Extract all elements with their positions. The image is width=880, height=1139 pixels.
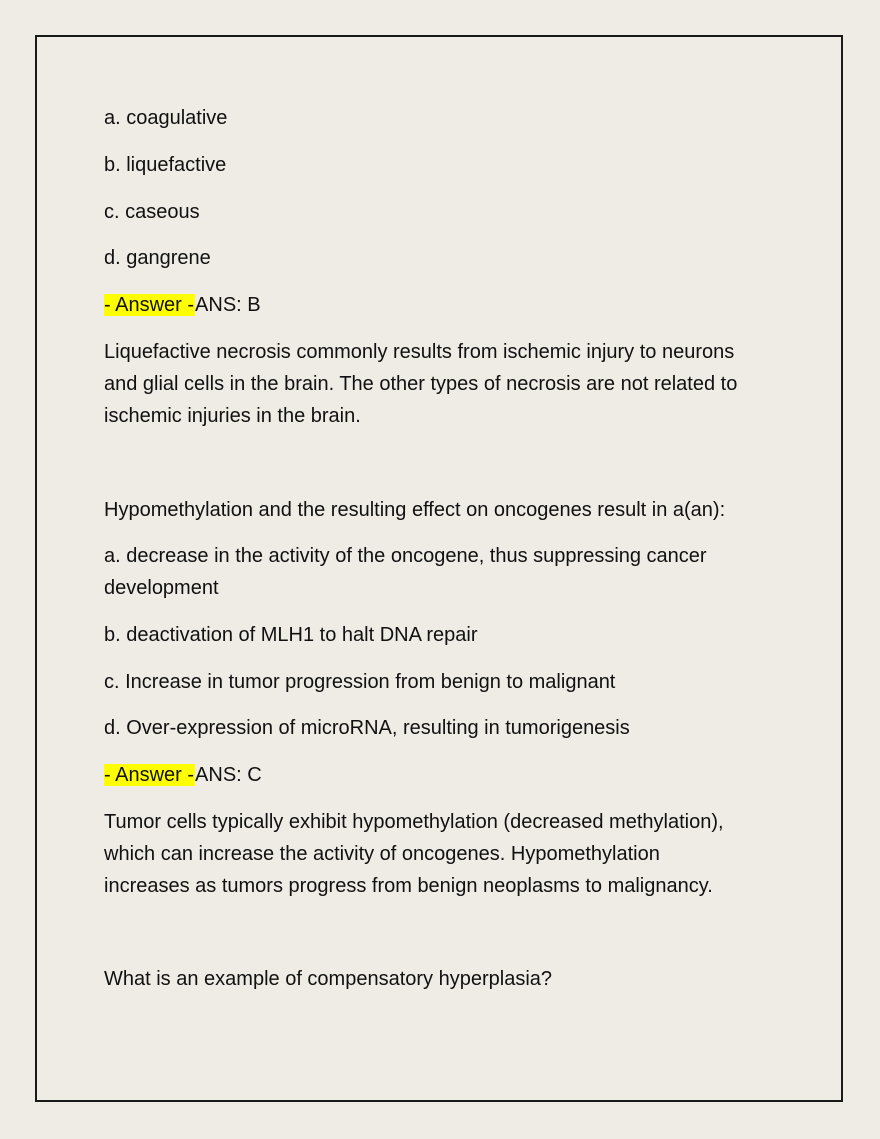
q2-option-a-line-2: development — [104, 577, 219, 599]
q1-option-c: c. caseous — [104, 201, 200, 223]
q2-answer-label: - Answer - — [104, 764, 195, 786]
q2-question: Hypomethylation and the resulting effect on oncogenes result in a(an): — [104, 499, 726, 521]
q2-rationale-line-3: increases as tumors progress from benign neoplasms to malignancy. — [104, 875, 713, 897]
q1-rationale-line-2: and glial cells in the brain. The other types of necrosis are not related to — [104, 373, 738, 395]
q2-option-d: d. Over-expression of microRNA, resulting in tumorigenesis — [104, 717, 630, 739]
q2-rationale-line-1: Tumor cells typically exhibit hypomethylation (decreased methylation), — [104, 811, 724, 833]
q1-option-d: d. gangrene — [104, 247, 211, 269]
q1-answer — [104, 289, 261, 321]
q2-rationale-line-2: which can increase the activity of oncogenes. Hypomethylation — [104, 843, 660, 865]
q1-answer-value: ANS: B — [195, 294, 261, 316]
q1-option-a: a. coagulative — [104, 107, 228, 129]
q2-option-b: b. deactivation of MLH1 to halt DNA repair — [104, 624, 478, 646]
q2-option-a-line-1: a. decrease in the activity of the oncogene, thus suppressing cancer — [104, 545, 707, 567]
q1-rationale-line-1: Liquefactive necrosis commonly results from ischemic injury to neurons — [104, 341, 735, 363]
q2-option-c: c. Increase in tumor progression from benign to malignant — [104, 671, 616, 693]
q2-answer — [104, 759, 262, 791]
q1-answer-label: - Answer - — [104, 294, 195, 316]
q1-rationale-line-3: ischemic injuries in the brain. — [104, 405, 361, 427]
q2-answer-value: ANS: C — [195, 764, 262, 786]
q3-question: What is an example of compensatory hyperplasia? — [104, 968, 553, 990]
q1-option-b: b. liquefactive — [104, 154, 227, 176]
